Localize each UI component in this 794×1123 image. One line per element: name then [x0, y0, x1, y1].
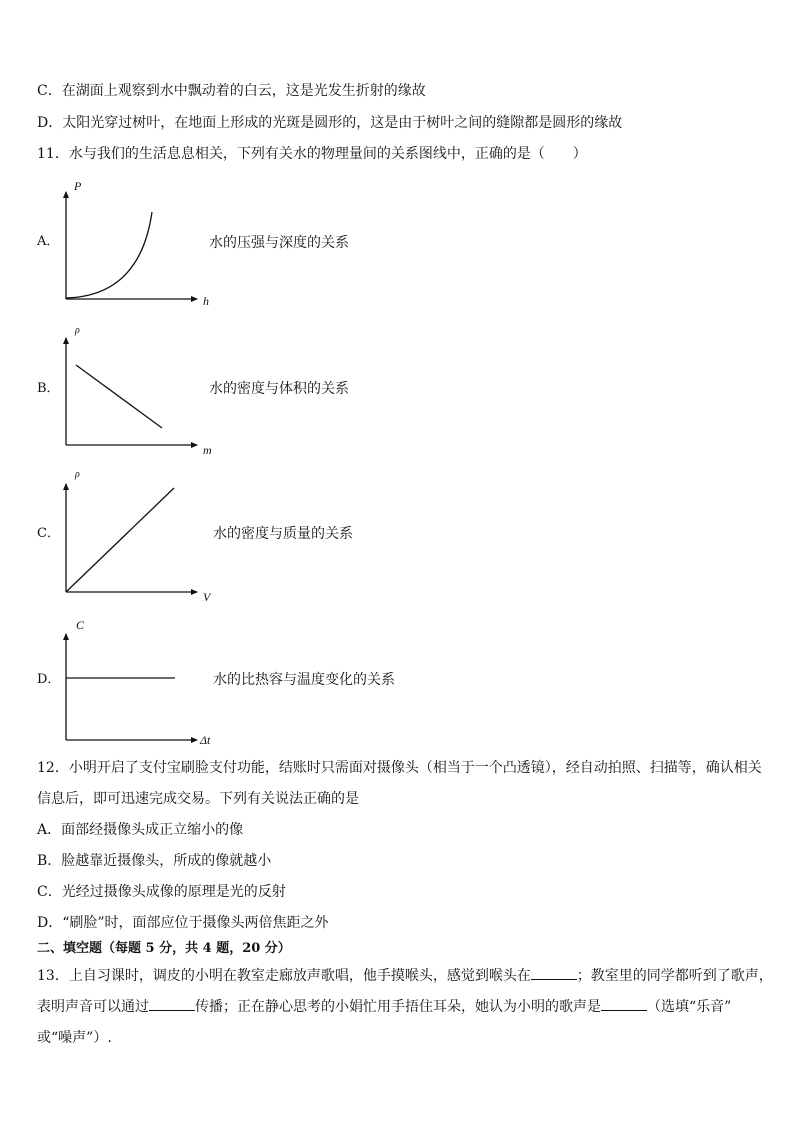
q11-option-a-caption: 水的压强与深度的关系	[209, 235, 349, 251]
graph-c-xlabel: V	[203, 590, 211, 604]
q12-option-a: A．面部经摄像头成正立缩小的像	[37, 822, 244, 838]
q13-blank-1[interactable]	[531, 967, 577, 980]
q10-option-d: D．太阳光穿过树叶，在地面上形成的光斑是圆形的，这是由于树叶之间的缝隙都是圆形的缘故	[37, 115, 623, 131]
q11-option-d-letter: D．	[37, 672, 61, 687]
q13-blank-3[interactable]	[601, 998, 647, 1011]
graph-c-ylabel: ρ	[75, 469, 80, 480]
q11-option-c-letter: C．	[37, 526, 60, 541]
q11-option-c-caption: 水的密度与质量的关系	[213, 526, 353, 542]
graph-a-xlabel: h	[203, 294, 209, 308]
graph-d	[66, 634, 197, 740]
q13-line1-text-a: 13．上自习课时，调皮的小明在教室走廊放声歌唱，他手摸喉头，感觉到喉头在	[37, 968, 531, 984]
q13-line2	[37, 998, 731, 1016]
graph-b-line	[76, 365, 162, 428]
q13-line2-text-c: （选填“乐音”	[647, 999, 732, 1015]
graph-c	[66, 484, 197, 592]
q11-stem: 11．水与我们的生活息息相关，下列有关水的物理量间的关系图线中，正确的是（ ）	[37, 146, 587, 162]
q12-option-b: B．脸越靠近摄像头，所成的像就越小	[37, 853, 272, 869]
q12-option-c: C．光经过摄像头成像的原理是光的反射	[37, 884, 286, 900]
q13-blank-2[interactable]	[149, 998, 195, 1011]
q13-line2-text-b: 传播；正在静心思考的小娟忙用手捂住耳朵，她认为小明的歌声是	[195, 999, 601, 1015]
q11-option-a-letter: A．	[37, 234, 60, 249]
graph-b	[66, 338, 197, 445]
q10-option-c: C．在湖面上观察到水中飘动着的白云，这是光发生折射的缘故	[37, 83, 426, 99]
q12-stem-line1: 12．小明开启了支付宝刷脸支付功能，结账时只需面对摄像头（相当于一个凸透镜），经自动拍照、扫描等，确认相关	[37, 760, 762, 776]
graph-d-ylabel: C	[76, 618, 85, 632]
q12-stem-line2: 信息后，即可迅速完成交易。下列有关说法正确的是	[37, 791, 359, 807]
q13-line1	[37, 967, 773, 985]
q13-line1-text-b: ；教室里的同学都听到了歌声，	[576, 968, 773, 984]
q13-line2-text-a: 表明声音可以通过	[37, 999, 149, 1015]
graph-b-ylabel: ρ	[75, 325, 80, 336]
graph-b-xlabel: m	[203, 443, 212, 457]
q13-line3: 或“噪声”）.	[37, 1030, 112, 1046]
graph-d-xlabel: Δt	[200, 733, 211, 747]
graph-a	[66, 192, 197, 299]
graph-a-ylabel: P	[74, 179, 82, 193]
q11-option-b-caption: 水的密度与体积的关系	[209, 381, 349, 397]
q11-option-d-caption: 水的比热容与温度变化的关系	[213, 672, 395, 688]
graph-c-line	[66, 488, 174, 592]
graph-a-curve	[66, 212, 152, 298]
q12-option-d: D．“刷脸”时，面部应位于摄像头两倍焦距之外	[37, 915, 329, 931]
q11-option-b-letter: B．	[37, 381, 60, 396]
section-title: 二、填空题（每题 5 分，共 4 题，20 分）	[37, 941, 291, 956]
